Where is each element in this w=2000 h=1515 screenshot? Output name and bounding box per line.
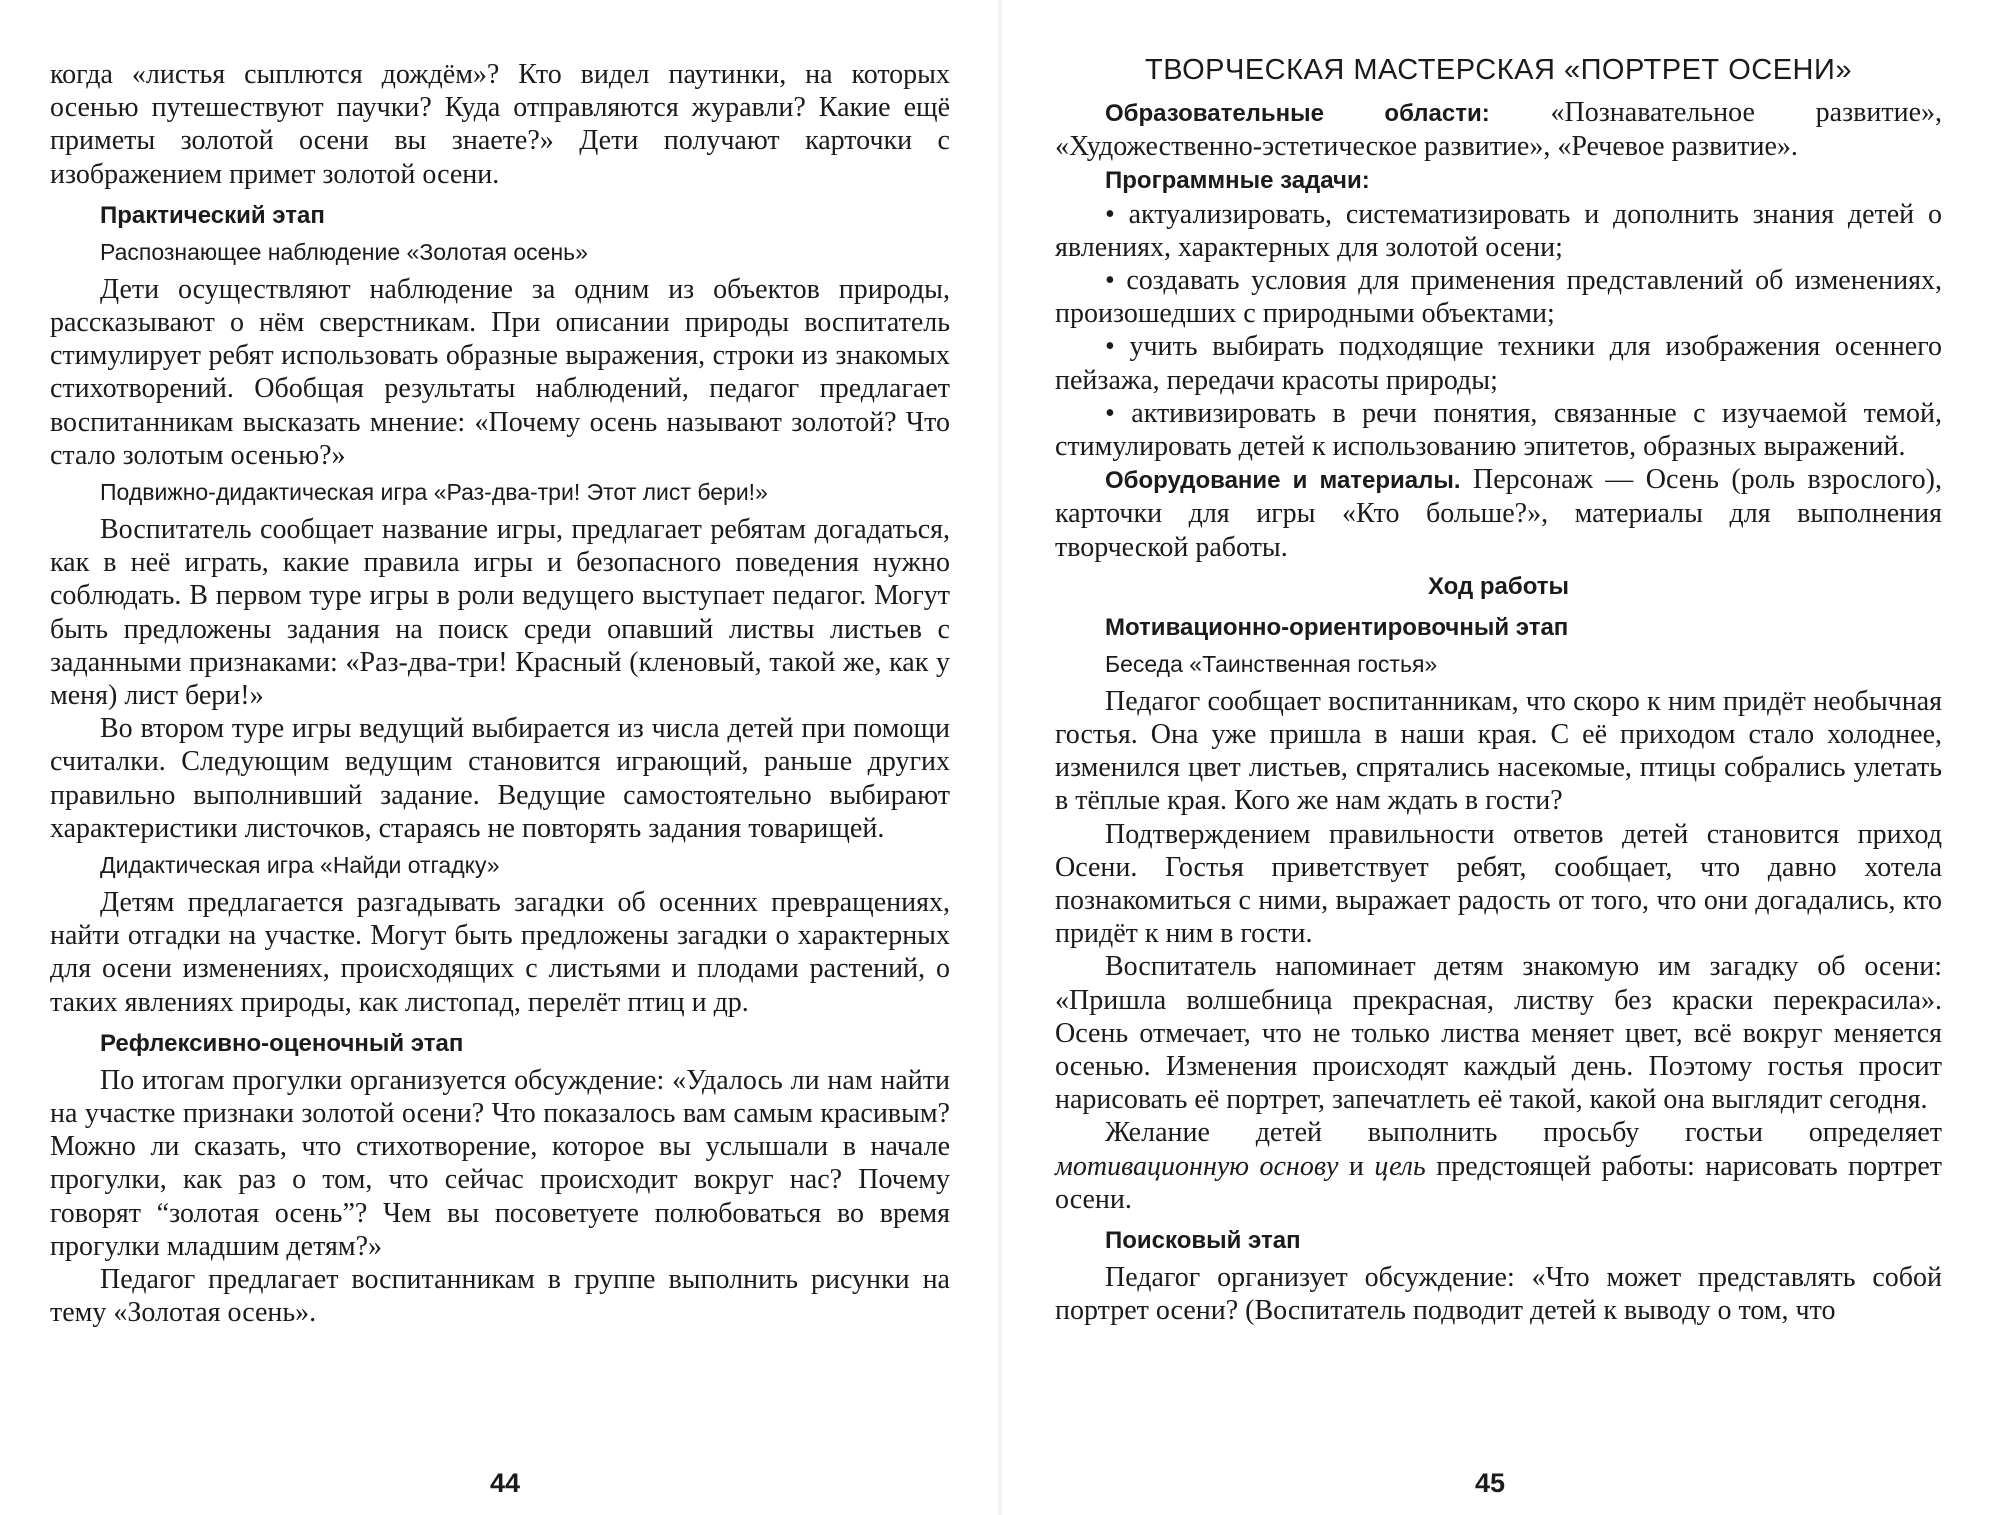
paragraph-equipment — [1055, 463, 1942, 564]
heading-practical-stage: Практический этап — [100, 201, 325, 229]
page-number-left: 44 — [490, 1468, 521, 1498]
paragraph-talk-b: Подтверждением правильности ответов детей становится приход Осени. Гостья приветствует ребят, сообщает, что давно хотела познакомиться с ними, выражает радость от того, что они догадались, кто придёт к ним в гости. — [1055, 818, 1942, 950]
wish-text-2: и — [1338, 1150, 1375, 1182]
paragraph-talk-a: Педагог сообщает воспитанникам, что скоро к ним придёт необычная гостья. Она уже пришла в наши края. С её приходом стало холоднее, изменился цвет листьев, спрятались насекомые, птицы собрались улетать в тёплые края. Кого же нам ждать в гости? — [1055, 685, 1942, 817]
equipment-text: Персонаж — Осень (роль взрослого), карточки для игры «Кто больше?», материалы для выполнения творческой работы. — [1055, 464, 1943, 563]
paragraph-talk-c: Воспитатель напоминает детям знакомую им загадку об осени: «Пришла волшебница прекрасная, листву без краски перекрасила». Осень отмечает, что не только листва меняет цвет, всё вокруг меняется осенью. Изменения происходят каждый день. Поэтому гостья просит нарисовать её портрет, запечатлеть её такой, какой она выглядит сегодня. — [1055, 951, 1942, 1116]
heading-game-riddle: Дидактическая игра «Найди отгадку» — [100, 852, 500, 879]
heading-progress: Ход работы — [1427, 572, 1570, 600]
paragraph-game-riddle: Детям предлагается разгадывать загадки об осенних превращениях, найти отгадки на участке. Могут быть предложены загадки о характерных для осени изменениях, происходящих с листьями и плодами растений, о таких явлениях природы, как листопад, перелёт птиц и др. — [50, 887, 950, 1018]
equipment-label: Оборудование и материалы. — [1105, 467, 1461, 495]
paragraph-final: Педагог предлагает воспитанникам в группе выполнить рисунки на тему «Золотая осень». — [50, 1264, 950, 1329]
heading-search-stage: Поисковый этап — [1105, 1227, 1301, 1255]
task-item: • создавать условия для применения представлений об изменениях, произошедших с природными объектами; — [1055, 265, 1942, 330]
section-title: ТВОРЧЕСКАЯ МАСТЕРСКАЯ «ПОРТРЕТ ОСЕНИ» — [1145, 54, 1852, 86]
heading-motivation-stage: Мотивационно-ориентировочный этап — [1105, 613, 1569, 641]
task-item: • активизировать в речи понятия, связанные с изучаемой темой, стимулировать детей к использованию эпитетов, образных выражений. — [1055, 397, 1942, 463]
heading-game-mobile: Подвижно-дидактическая игра «Раз-два-три! Этот лист бери!» — [100, 479, 768, 506]
task-item: • учить выбирать подходящие техники для изображения осеннего пейзажа, передачи красоты природы; — [1055, 331, 1942, 396]
wish-emphasis-basis: мотивационную основу — [1055, 1150, 1339, 1182]
areas-text: «Познавательное развитие», «Художественно-эстетическое развитие», «Речевое развитие». — [1055, 97, 1943, 163]
wish-emphasis-goal: цель — [1374, 1150, 1426, 1182]
paragraph-game-mobile-b: Во втором туре игры ведущий выбирается из числа детей при помощи считалки. Следующим ведущим становится играющий, раньше других правильно выполнивший задание. Ведущие самостоятельно выбирают характеристики листочков, стараясь не повторять задания товарищей. — [50, 713, 950, 844]
paragraph-wish — [1055, 1116, 1942, 1216]
heading-talk: Беседа «Таинственная гостья» — [1105, 650, 1438, 677]
page-number-right: 45 — [1475, 1468, 1506, 1498]
paragraph-tasks-label — [1055, 163, 1942, 197]
paragraph-areas — [1055, 96, 1942, 163]
heading-observation: Распознающее наблюдение «Золотая осень» — [100, 238, 588, 265]
paragraph-observation: Дети осуществляют наблюдение за одним из объектов природы, рассказывают о нём сверстникам. При описании природы воспитатель стимулирует ребят использовать образные выражения, строки из знакомых стихотворений. Обобщая результаты наблюдений, педагог предлагает воспитанникам высказать мнение: «Почему осень называют золотой? Что стало золотым осенью?» — [50, 273, 950, 471]
paragraph-intro: когда «листья сыплются дождём»? Кто видел паутинки, на которых осенью путешествуют паучки? Куда отправляются журавли? Какие ещё приметы золотой осени вы знаете?» Дети получают карточки с изображением примет золотой осени. — [50, 59, 950, 190]
areas-label: Образовательные области: — [1105, 100, 1490, 127]
paragraph-game-mobile-a: Воспитатель сообщает название игры, предлагает ребятам догадаться, как в неё играть, какие правила игры и безопасного поведения нужно соблюдать. В первом туре игры в роли ведущего выступает педагог. Могут быть предложены задания на поиск среди опавший листвы листьев с заданными признаками: «Раз-два-три! Красный (кленовый, такой же, как у меня) лист бери!» — [50, 514, 950, 712]
right-page — [1000, 0, 2000, 1515]
wish-text-3: предстоящей работы: нарисовать портрет осени. — [1055, 1150, 1943, 1215]
wish-text-1: Желание детей выполнить просьбу гостьи определяет — [1105, 1117, 1942, 1149]
paragraph-search: Педагог организует обсуждение: «Что может представлять собой портрет осени? (Воспитатель подводит детей к выводу о том, что — [1055, 1262, 1942, 1327]
heading-reflexive-stage: Рефлексивно-оценочный этап — [100, 1029, 464, 1057]
task-item: • актуализировать, систематизировать и дополнить знания детей о явлениях, характерных для золотой осени; — [1055, 198, 1942, 263]
paragraph-reflexive: По итогам прогулки организуется обсуждение: «Удалось ли нам найти на участке признаки золотой осени? Что показалось вам самым красивым? Можно ли сказать, что стихотворение, которое вы услышали в начале прогулки, как раз о том, что сейчас происходит вокруг нас? Почему говорят “золотая осень”? Чем вы посоветуете полюбоваться во время прогулки младшим детям?» — [50, 1064, 950, 1262]
tasks-label: Программные задачи: — [1105, 167, 1370, 195]
